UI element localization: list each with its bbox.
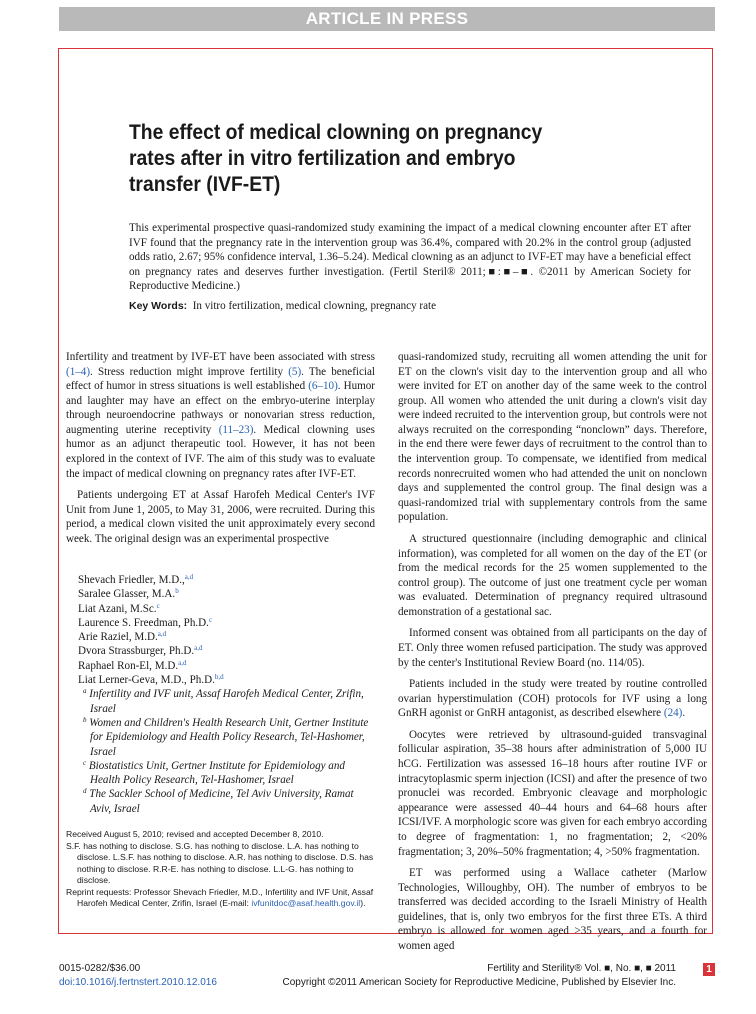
disclosure-note: S.F. has nothing to disclose. S.G. has nothing to disclose. L.A. has nothing to disclose. L.S.F. has nothing to disclose. A.R. has nothing to disclose. D.S. has nothing to disclose. R.R-E. has nothing to disclose. L.L-G. has nothing to disclose. xyxy=(66,841,374,885)
article-notes xyxy=(66,829,378,910)
paragraph-intro: Infertility and treatment by IVF-ET have been associated with stress (1–4). Stress reduction might improve fertility (5). The beneficial effect of humor in stress situations is well established (6–10). Humor and laughter may have an effect on the embryo-uterine interplay through neuroendocrine pathways or nonovarian stress reduction, augmenting uterine receptivity (11–23). Medical clowning uses humor as an adjunct therapeutic tool. However, it has not been explored in the context of IVF. The aim of this study was to evaluate the impact of medical clowning on pregnancy rates after IVF-ET. xyxy=(66,351,376,480)
author-block xyxy=(78,573,376,816)
received-note: Received August 5, 2010; revised and accepted December 8, 2010. xyxy=(66,829,324,839)
citation-link[interactable]: (24) xyxy=(663,707,683,720)
author: Arie Raziel, M.D.$^{a,d}$ xyxy=(78,630,167,644)
author: Dvora Strassburger, Ph.D.$^{a,d}$ xyxy=(78,644,203,658)
footer-left xyxy=(59,962,217,990)
affiliation: $^b$ Women and Children's Health Research Unit, Gertner Institute for Epidemiology and Health Policy Research, Tel-Hashomer, Israel xyxy=(83,715,369,758)
paragraph: Patients included in the study were treated by routine controlled ovarian hyperstimulation (COH) protocols for IVF using a long GnRH agonist or GnRH antagonist, as described elsewhere (24). xyxy=(398,678,707,720)
affiliation: $^a$ Infertility and IVF unit, Assaf Harofeh Medical Center, Zrifin, Israel xyxy=(83,687,364,715)
body-column-left xyxy=(66,350,375,554)
journal-citation: Fertility and Sterility® Vol. ■, No. ■, ■ 2011 xyxy=(487,963,676,974)
author: Saralee Glasser, M.A.$^b$ xyxy=(78,587,179,601)
copyright: Copyright ©2011 American Society for Reproductive Medicine, Published by Elsevier Inc. xyxy=(282,977,676,988)
author: Liat Azani, M.Sc.$^c$ xyxy=(78,601,160,615)
paragraph: Oocytes were retrieved by ultrasound-guided transvaginal follicular aspiration, 35–38 hours after administration of 5,000 IU hCG. Fertilization was assessed 16–18 hours after routine IVF or intracytoplasmic sperm injection (ICSI) and after the presence of two pronuclei was recorded. Embryonic cleavage and morphologic appearance were assessed 40–44 hours and 64–68 hours after ICSI/IVF. A morphologic score was given for each embryo according to degree of fragmentation: 1, no fragmentation; 2, <20% fragmentation; 3, 20%–50% fragmentation; 4, >50% fragmentation. xyxy=(398,728,707,858)
affiliation: $^d$ The Sackler School of Medicine, Tel Aviv University, Ramat Aviv, Israel xyxy=(83,787,354,815)
price-code: 0015-0282/$36.00 xyxy=(59,963,141,974)
keywords-label: Key Words: xyxy=(129,300,188,312)
keywords xyxy=(129,299,691,313)
article-in-press-banner: ARTICLE IN PRESS xyxy=(59,7,715,31)
paragraph: quasi-randomized study, recruiting all women attending the unit for ET on the clown's visit day to the intervention group and all who were invited for ET on another day of the same week to the control group. All women who attended the unit during a clown's visit day were indeed recruited to the intervention group, but controls were not always recruited on the corresponding “nonclown” days. Therefore, in the end there were fewer days of recruitment to the control than to the intervention group. To compensate, we identified from medical records nonrecruited women who had attended the unit on nonclown days and supplemented the control group. The final design was a quasi-randomized trial with supplementary controls from the same population. xyxy=(398,351,707,524)
paragraph: A structured questionnaire (including demographic and clinical information), was completed for all women on the day of the ET (or from the medical records for the 25 women supplemented to the control group). The outcome of just one treatment cycle per woman was evaluated. Determination of pregnancy required ultrasound demonstration of a gestational sac. xyxy=(398,532,707,618)
citation-link[interactable]: (6–10) xyxy=(308,380,338,393)
doi-link[interactable]: doi:10.1016/j.fertnstert.2010.12.016 xyxy=(59,977,217,988)
author: Laurence S. Freedman, Ph.D.$^c$ xyxy=(78,615,213,629)
article-title: The effect of medical clowning on pregnancy rates after in vitro fertilization and embryo transfer (IVF-ET) xyxy=(129,121,543,196)
paragraph: ET was performed using a Wallace catheter (Marlow Technologies, Willoughby, OH). The number of embryos to be transferred was decided according to the Israeli Ministry of Health guidelines, that is, only two embryos for the first three ETs. A third embryo is allowed for women aged >35 years, and a fourth for women aged xyxy=(398,867,707,952)
footer-right xyxy=(236,962,676,990)
citation-link[interactable]: (11–23) xyxy=(218,423,254,436)
body-column-right xyxy=(398,350,707,961)
author: Raphael Ron-El, M.D.$^{a,d}$ xyxy=(78,658,187,672)
paragraph: Informed consent was obtained from all participants on the day of ET. Only three women refused participation. The study was approved by the center's Institutional Review Board (no. 114/05). xyxy=(398,627,707,669)
keywords-text: In vitro fertilization, medical clowning, pregnancy rate xyxy=(192,300,437,312)
author: Shevach Friedler, M.D.,$^{a,d}$ xyxy=(78,573,194,586)
affiliation: $^c$ Biostatistics Unit, Gertner Institute for Epidemiology and Health Policy Research, Tel-Hashomer, Israel xyxy=(83,758,345,787)
paragraph-methods-start: Patients undergoing ET at Assaf Harofeh Medical Center's IVF Unit from June 1, 2005, to May 31, 2006, were recruited. During this period, a medical clown visited the unit approximately every second week. The original design was an experimental prospective xyxy=(66,489,375,545)
page-number: 1 xyxy=(703,963,715,976)
citation-link[interactable]: (5) xyxy=(288,365,302,378)
email-link[interactable]: ivfunitdoc@asaf.health.gov.il xyxy=(251,898,361,909)
reprint-note: Reprint requests: Professor Shevach Friedler, M.D., Infertility and IVF Unit, Assaf Harofeh Medical Center, Zrifin, Israel (E-mail: ivfunitdoc@asaf.health.gov.il). xyxy=(66,887,374,909)
citation-link[interactable]: (1–4) xyxy=(66,365,91,378)
abstract: This experimental prospective quasi-randomized study examining the impact of a medical clowning encounter after ET after IVF found that the pregnancy rate in the intervention group was 36.4%, compared with 20.2% in the control group (adjusted odds ratio, 2.67; 95% confidence interval, 1.36–5.24). Medical clowning as an adjunct to IVF-ET may have a beneficial effect on pregnancy rates and deserves further investigation. (Fertil Steril® 2011;■:■–■. ©2011 by American Society for Reproductive Medicine.) xyxy=(129,222,691,293)
author: Liat Lerner-Geva, M.D., Ph.D.$^{b,d}$ xyxy=(78,673,224,687)
